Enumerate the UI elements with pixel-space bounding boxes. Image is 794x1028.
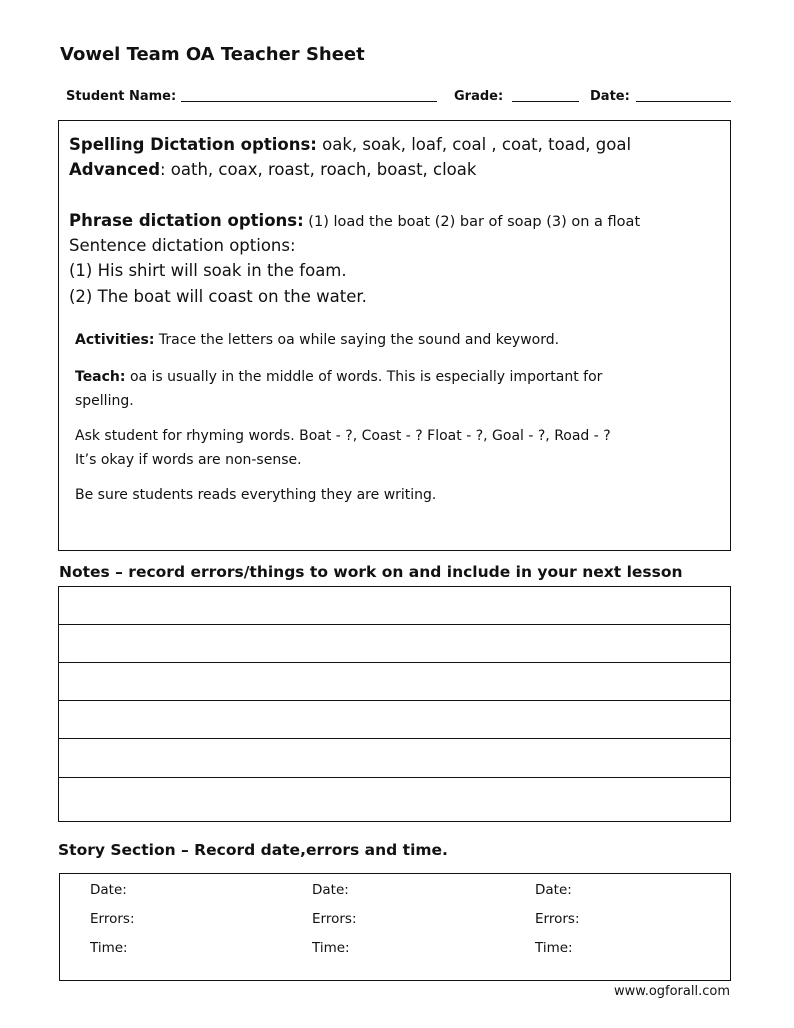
- notes-row-divider: [59, 738, 730, 739]
- story-date-label: Date:: [312, 882, 349, 898]
- notes-row-divider: [59, 700, 730, 701]
- teach-text-1: oa is usually in the middle of words. This is especially important for: [125, 369, 603, 385]
- sentence-dictation-label: Sentence dictation options:: [69, 236, 296, 255]
- advanced-words: : oath, coax, roast, roach, boast, cloak: [160, 160, 477, 179]
- advanced-line: [69, 160, 476, 179]
- teach-label: Teach:: [75, 369, 126, 385]
- date-label: Date:: [590, 89, 630, 104]
- notes-row-divider: [59, 624, 730, 625]
- notes-table[interactable]: [58, 586, 731, 822]
- activities-text: Trace the letters oa while saying the sound and keyword.: [154, 332, 560, 348]
- teach-text-2: spelling.: [75, 393, 134, 409]
- story-record-box[interactable]: [59, 873, 731, 981]
- footer-url: www.ogforall.com: [613, 984, 730, 999]
- notes-row-divider: [59, 662, 730, 663]
- story-heading: Story Section – Record date,errors and time.: [58, 841, 448, 859]
- sentence-1: (1) His shirt will soak in the foam.: [69, 261, 347, 280]
- sentence-2: (2) The boat will coast on the water.: [69, 287, 367, 306]
- activities-line: [75, 332, 559, 348]
- reads-text: Be sure students reads everything they are writing.: [75, 487, 437, 503]
- student-name-label: Student Name:: [66, 89, 177, 104]
- spelling-dictation-label: Spelling Dictation options:: [69, 135, 317, 154]
- dictation-info-box: [58, 120, 731, 551]
- story-errors-label: Errors:: [535, 911, 580, 927]
- story-time-label: Time:: [312, 940, 350, 956]
- story-time-label: Time:: [535, 940, 573, 956]
- spelling-dictation-words: oak, soak, loaf, coal , coat, toad, goal: [316, 135, 632, 154]
- activities-label: Activities:: [75, 332, 155, 348]
- grade-field[interactable]: [512, 101, 579, 102]
- notes-row-divider: [59, 777, 730, 778]
- story-errors-label: Errors:: [90, 911, 135, 927]
- date-field[interactable]: [636, 101, 731, 102]
- rhyme-text-1: Ask student for rhyming words. Boat - ?, Coast - ? Float - ?, Goal - ?, Road - ?: [75, 428, 611, 444]
- notes-heading: Notes – record errors/things to work on and include in your next lesson: [59, 563, 683, 581]
- phrase-dictation-label: Phrase dictation options:: [69, 211, 304, 230]
- spelling-dictation-line: [69, 135, 631, 154]
- phrase-dictation-line: [69, 211, 640, 230]
- rhyme-text-2: It’s okay if words are non-sense.: [75, 452, 302, 468]
- student-name-field[interactable]: [181, 101, 437, 102]
- story-date-label: Date:: [90, 882, 127, 898]
- advanced-label: Advanced: [69, 160, 160, 179]
- phrase-dictation-text: (1) load the boat (2) bar of soap (3) on a float: [303, 214, 641, 230]
- page-title: Vowel Team OA Teacher Sheet: [60, 44, 365, 65]
- grade-label: Grade:: [454, 89, 504, 104]
- teach-line: [75, 369, 602, 385]
- story-time-label: Time:: [90, 940, 128, 956]
- story-errors-label: Errors:: [312, 911, 357, 927]
- story-date-label: Date:: [535, 882, 572, 898]
